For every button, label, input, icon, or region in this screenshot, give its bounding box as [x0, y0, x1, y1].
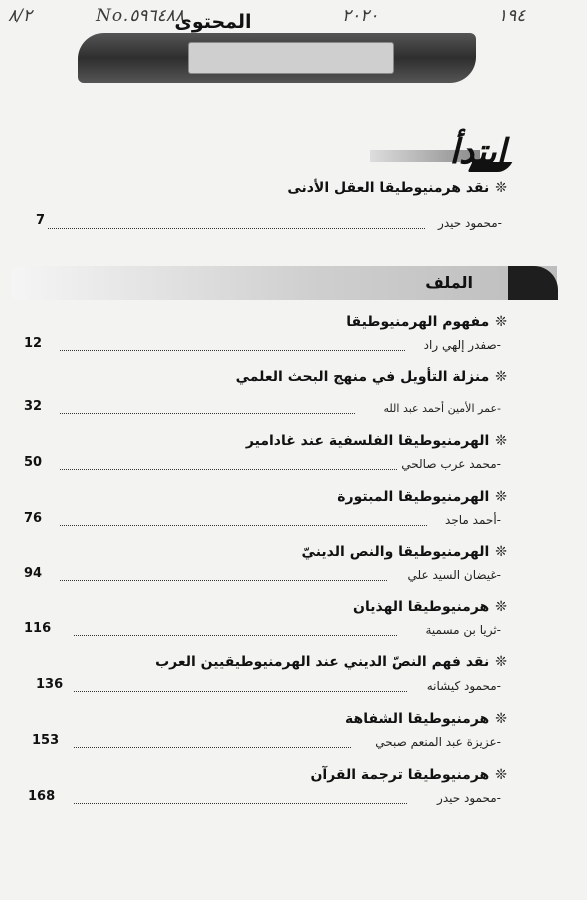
toc-leader-dots: [74, 747, 351, 748]
toc-entry-title: ❊نقد هرمنيوطيقا العقل الأدنى: [287, 180, 507, 196]
toc-entry-title: ❊هرمنيوطيقا الشفاهة: [345, 711, 507, 727]
star-icon: ❊: [495, 711, 507, 727]
toc-entry-author: -محمود كيشانه: [426, 679, 501, 693]
star-icon: ❊: [495, 654, 507, 670]
toc-entry-page: 116: [24, 621, 52, 636]
toc-leader-dots: [60, 413, 355, 414]
toc-leader-dots: [74, 803, 407, 804]
star-icon: ❊: [495, 544, 507, 560]
toc-entry-title: ❊الهرمنيوطيقا المبتورة: [337, 489, 507, 505]
toc-entry-title: ❊منزلة التأويل في منهج البحث العلمي: [235, 369, 507, 385]
toc-entry-page: 168: [28, 789, 56, 804]
toc-entry-author: -عزيزة عبد المنعم صبحي: [375, 735, 501, 749]
section-band: [12, 266, 557, 300]
star-icon: ❊: [495, 314, 507, 330]
toc-entry-page: 94: [24, 566, 43, 581]
toc-entry-page: 12: [24, 336, 43, 351]
star-icon: ❊: [495, 180, 507, 196]
toc-entry-title: ❊نقد فهم النصّ الديني عند الهرمنيوطيقيين العرب: [155, 654, 507, 670]
toc-entry-page: 50: [24, 455, 43, 470]
section-start-logo: [370, 132, 510, 172]
toc-entry-author: -صفدر إلهي راد: [423, 338, 501, 352]
handwritten-code: ١٩٤: [498, 6, 526, 26]
toc-entry-page: 76: [24, 511, 43, 526]
toc-entry-page: 136: [36, 677, 64, 692]
section-file-label: الملف: [425, 273, 473, 292]
header-banner-plate: [188, 42, 394, 74]
toc-entry-page: 7: [36, 213, 46, 228]
star-icon: ❊: [495, 599, 507, 615]
toc-leader-dots: [74, 635, 397, 636]
toc-leader-dots: [60, 525, 427, 526]
star-icon: ❊: [495, 433, 507, 449]
toc-entry-author: -أحمد ماجد: [445, 513, 501, 527]
handwritten-number: No.٥٩٦٤٨٨: [96, 6, 185, 26]
toc-leader-dots: [60, 580, 387, 581]
toc-leader-dots: [48, 228, 425, 229]
toc-leader-dots: [60, 350, 405, 351]
toc-entry-author: -ثريا بن مسمية: [425, 623, 501, 637]
toc-entry-author: -عمر الأمين أحمد عبد الله: [383, 402, 501, 415]
toc-leader-dots: [60, 469, 397, 470]
toc-entry-page: 153: [32, 733, 60, 748]
toc-entry-title: ❊الهرمنيوطيقا والنص الدينيّ: [301, 544, 507, 560]
toc-entry-title: ❊الهرمنيوطيقا الفلسفية عند غادامير: [245, 433, 507, 449]
toc-entry-author: -محمود حيدر: [438, 216, 502, 230]
toc-entry-page: 32: [24, 399, 43, 414]
section-start-label: ابتدأ: [449, 132, 506, 172]
page-title: المحتوى: [174, 11, 252, 33]
toc-entry-author: -محمد عرب صالحي: [401, 457, 501, 471]
star-icon: ❊: [495, 489, 507, 505]
toc-entry-title: ❊مفهوم الهرمنيوطيقا: [346, 314, 507, 330]
handwritten-note: ٨/٢: [8, 6, 32, 26]
toc-entry-title: ❊هرمنيوطيقا الهذيان: [353, 599, 507, 615]
toc-leader-dots: [74, 691, 407, 692]
toc-entry-author: -محمود حيدر: [437, 791, 501, 805]
star-icon: ❊: [495, 767, 507, 783]
handwritten-year: ٢٠٢٠: [342, 6, 379, 26]
toc-entry-author: -غيضان السيد علي: [407, 568, 501, 582]
header-banner: [78, 33, 476, 83]
star-icon: ❊: [495, 369, 507, 385]
toc-entry-title: ❊هرمنيوطيقا ترجمة القرآن: [310, 767, 507, 783]
